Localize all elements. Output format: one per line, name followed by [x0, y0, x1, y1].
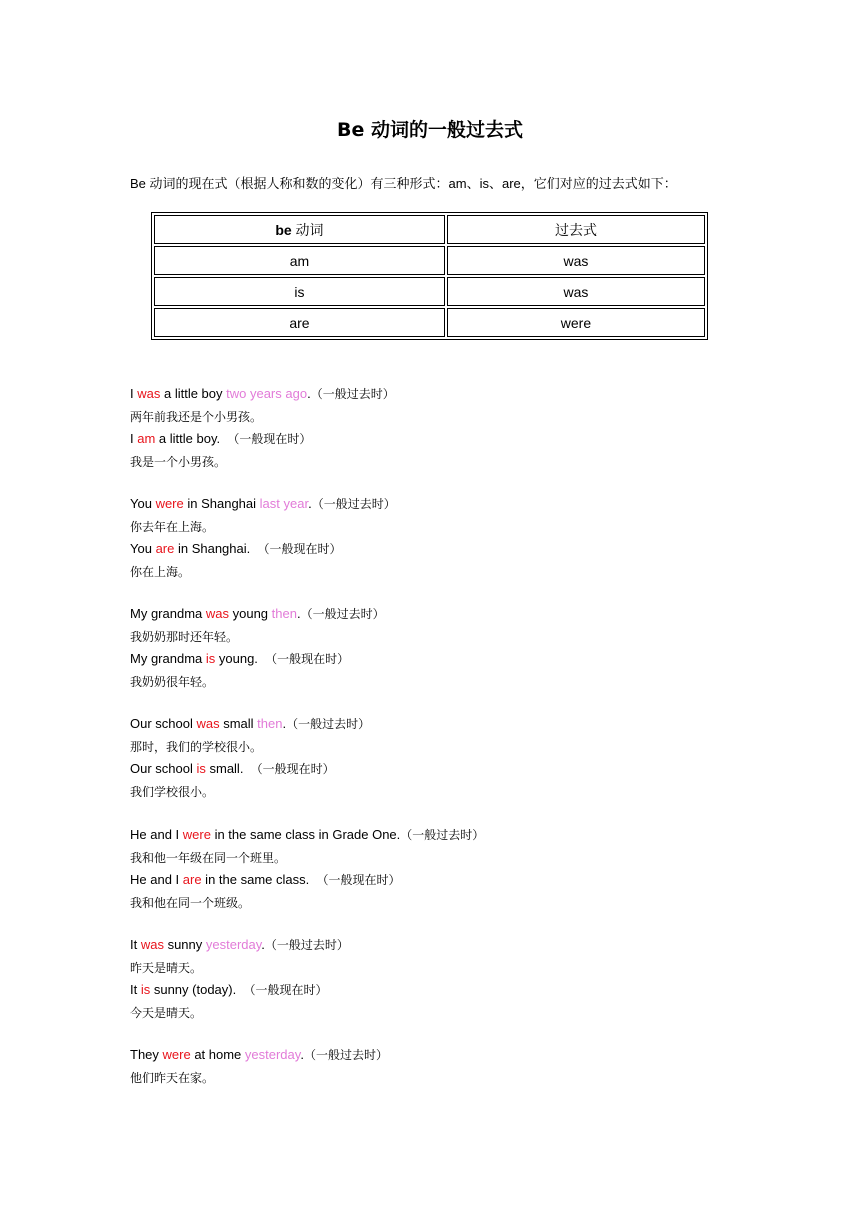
header-be-verb: be 动词: [154, 215, 445, 244]
example-group: [130, 603, 385, 693]
past-sentence: It was sunny yesterday.（一般过去时）: [130, 937, 349, 952]
past-sentence: I was a little boy two years ago.（一般过去时）: [130, 386, 395, 401]
example-group: [130, 824, 484, 914]
title-rest: 动词的一般过去式: [370, 119, 523, 141]
past-translation: 我和他一年级在同一个班里。: [130, 850, 287, 865]
present-translation: 我和他在同一个班级。: [130, 895, 251, 910]
table-row: [154, 277, 705, 306]
present-translation: 我们学校很小。: [130, 784, 215, 799]
past-translation: 昨天是晴天。: [130, 960, 203, 975]
past-translation: 两年前我还是个小男孩。: [130, 409, 263, 424]
present-translation: 你在上海。: [130, 564, 191, 579]
be-verb-table: [151, 212, 708, 340]
example-group: [130, 383, 395, 473]
present-translation: 我是一个小男孩。: [130, 454, 227, 469]
past-sentence: Our school was small then.（一般过去时）: [130, 716, 371, 731]
present-sentence: My grandma is young. （一般现在时）: [130, 651, 350, 666]
header-past-tense: 过去式: [447, 215, 705, 244]
past-form: was: [447, 246, 705, 275]
past-sentence: They were at home yesterday.（一般过去时）: [130, 1047, 388, 1062]
past-form: was: [447, 277, 705, 306]
present-translation: 我奶奶很年轻。: [130, 674, 215, 689]
example-group: [130, 713, 370, 803]
table-header-row: [154, 215, 705, 244]
present-form: are: [154, 308, 445, 337]
present-sentence: I am a little boy. （一般现在时）: [130, 431, 312, 446]
past-sentence: My grandma was young then.（一般过去时）: [130, 606, 385, 621]
title-be: Be: [336, 119, 365, 141]
present-translation: 今天是晴天。: [130, 1005, 203, 1020]
present-sentence: He and I are in the same class. （一般现在时）: [130, 872, 401, 887]
page-title: [0, 115, 860, 142]
present-sentence: Our school is small. （一般现在时）: [130, 761, 335, 776]
example-group: [130, 1044, 388, 1089]
past-form: were: [447, 308, 705, 337]
present-sentence: It is sunny (today). （一般现在时）: [130, 982, 328, 997]
present-form: am: [154, 246, 445, 275]
past-translation: 他们昨天在家。: [130, 1070, 215, 1085]
past-sentence: He and I were in the same class in Grade One.（一般过去时）: [130, 827, 485, 842]
example-group: [130, 934, 349, 1024]
past-translation: 你去年在上海。: [130, 519, 215, 534]
intro-text: Be 动词的现在式（根据人称和数的变化）有三种形式：am、is、are，它们对应的过去式如下：: [130, 176, 677, 191]
table-row: [154, 308, 705, 337]
example-group: [130, 493, 396, 583]
past-translation: 我奶奶那时还年轻。: [130, 629, 239, 644]
present-form: is: [154, 277, 445, 306]
table-row: [154, 246, 705, 275]
past-translation: 那时，我们的学校很小。: [130, 739, 263, 754]
past-sentence: You were in Shanghai last year.（一般过去时）: [130, 496, 396, 511]
present-sentence: You are in Shanghai. （一般现在时）: [130, 541, 342, 556]
